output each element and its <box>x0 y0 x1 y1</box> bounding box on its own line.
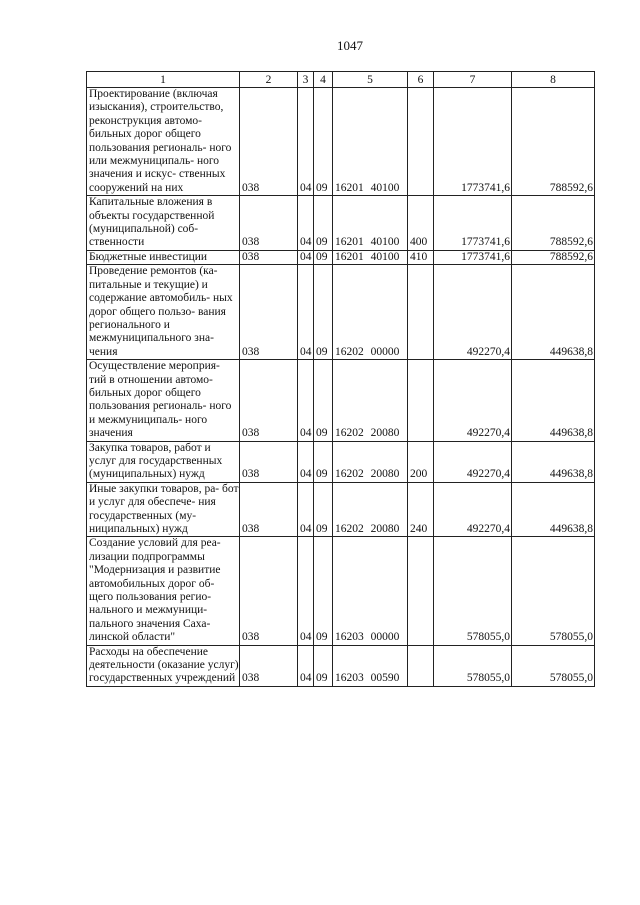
header-col-3: 3 <box>298 72 314 88</box>
row-pr: 09 <box>314 250 333 264</box>
row-vr: 200 <box>408 441 434 482</box>
row-csr: 16203 00000 <box>333 537 408 645</box>
row-rz: 04 <box>298 482 314 537</box>
header-col-8: 8 <box>512 72 595 88</box>
row-grbs: 038 <box>240 265 298 360</box>
header-row <box>87 72 595 88</box>
row-csr: 16201 40100 <box>333 88 408 196</box>
table-row <box>87 482 595 537</box>
row-sum-2: 578055,0 <box>512 645 595 686</box>
table-row <box>87 265 595 360</box>
header-col-6: 6 <box>408 72 434 88</box>
row-rz: 04 <box>298 537 314 645</box>
row-name: Закупка товаров, работ и услуг для государственных (муниципальных) нужд <box>87 441 240 482</box>
row-vr <box>408 88 434 196</box>
row-sum-1: 578055,0 <box>434 537 512 645</box>
row-sum-2: 449638,8 <box>512 265 595 360</box>
row-grbs: 038 <box>240 441 298 482</box>
row-csr: 16202 20080 <box>333 360 408 441</box>
header-col-1: 1 <box>87 72 240 88</box>
row-sum-1: 492270,4 <box>434 441 512 482</box>
row-pr: 09 <box>314 441 333 482</box>
row-vr <box>408 645 434 686</box>
row-sum-2: 578055,0 <box>512 537 595 645</box>
row-pr: 09 <box>314 88 333 196</box>
table-row <box>87 360 595 441</box>
row-pr: 09 <box>314 537 333 645</box>
row-sum-1: 578055,0 <box>434 645 512 686</box>
header-col-4: 4 <box>314 72 333 88</box>
row-rz: 04 <box>298 196 314 251</box>
header-col-7: 7 <box>434 72 512 88</box>
table-row <box>87 645 595 686</box>
row-pr: 09 <box>314 265 333 360</box>
row-sum-2: 788592,6 <box>512 196 595 251</box>
row-pr: 09 <box>314 645 333 686</box>
row-vr <box>408 265 434 360</box>
table-row <box>87 441 595 482</box>
row-csr: 16201 40100 <box>333 250 408 264</box>
row-csr: 16202 00000 <box>333 265 408 360</box>
row-vr <box>408 360 434 441</box>
row-rz: 04 <box>298 88 314 196</box>
row-grbs: 038 <box>240 196 298 251</box>
row-rz: 04 <box>298 645 314 686</box>
row-name: Иные закупки товаров, ра- бот и услуг для обеспече- ния государственных (му- ниципальных) нужд <box>87 482 240 537</box>
row-sum-1: 1773741,6 <box>434 88 512 196</box>
row-sum-1: 1773741,6 <box>434 250 512 264</box>
row-grbs: 038 <box>240 482 298 537</box>
row-grbs: 038 <box>240 537 298 645</box>
budget-table <box>86 71 595 687</box>
row-sum-2: 788592,6 <box>512 88 595 196</box>
row-vr <box>408 537 434 645</box>
table-row <box>87 537 595 645</box>
table-row <box>87 196 595 251</box>
row-grbs: 038 <box>240 88 298 196</box>
row-sum-2: 449638,8 <box>512 482 595 537</box>
row-name: Расходы на обеспечение деятельности (оказание услуг) государственных учреждений <box>87 645 240 686</box>
row-sum-2: 449638,8 <box>512 441 595 482</box>
row-rz: 04 <box>298 265 314 360</box>
row-sum-1: 492270,4 <box>434 482 512 537</box>
row-grbs: 038 <box>240 360 298 441</box>
row-csr: 16202 20080 <box>333 482 408 537</box>
row-grbs: 038 <box>240 645 298 686</box>
row-vr: 240 <box>408 482 434 537</box>
row-name: Бюджетные инвестиции <box>87 250 240 264</box>
table-row <box>87 88 595 196</box>
header-col-5: 5 <box>333 72 408 88</box>
row-name: Проведение ремонтов (ка- питальные и текущие) и содержание автомобиль- ных дорог общего пользо- вания регионального и межмуниципального зна- чения <box>87 265 240 360</box>
row-sum-1: 492270,4 <box>434 360 512 441</box>
row-name: Капитальные вложения в объекты государственной (муниципальной) соб- ственности <box>87 196 240 251</box>
row-pr: 09 <box>314 360 333 441</box>
page-number: 1047 <box>337 38 363 53</box>
row-name: Создание условий для реа- лизации подпрограммы "Модернизация и развитие автомобильных дорог об- щего пользования регио- нального и межмуници- пального значения Саха- линской области" <box>87 537 240 645</box>
row-rz: 04 <box>298 250 314 264</box>
row-name: Осуществление мероприя- тий в отношении автомо- бильных дорог общего пользования региональ- ного и межмуниципаль- ного значения <box>87 360 240 441</box>
row-csr: 16202 20080 <box>333 441 408 482</box>
row-pr: 09 <box>314 482 333 537</box>
row-sum-2: 449638,8 <box>512 360 595 441</box>
row-pr: 09 <box>314 196 333 251</box>
row-sum-1: 492270,4 <box>434 265 512 360</box>
header-col-2: 2 <box>240 72 298 88</box>
row-sum-2: 788592,6 <box>512 250 595 264</box>
row-name: Проектирование (включая изыскания), строительство, реконструкция автомо- бильных дорог общего пользования региональ- ного или межмуниципаль- ного значения и искус- ственных сооружений на них <box>87 88 240 196</box>
row-vr: 410 <box>408 250 434 264</box>
row-csr: 16201 40100 <box>333 196 408 251</box>
row-csr: 16203 00590 <box>333 645 408 686</box>
table-row <box>87 250 595 264</box>
row-rz: 04 <box>298 441 314 482</box>
row-vr: 400 <box>408 196 434 251</box>
row-sum-1: 1773741,6 <box>434 196 512 251</box>
row-grbs: 038 <box>240 250 298 264</box>
row-rz: 04 <box>298 360 314 441</box>
